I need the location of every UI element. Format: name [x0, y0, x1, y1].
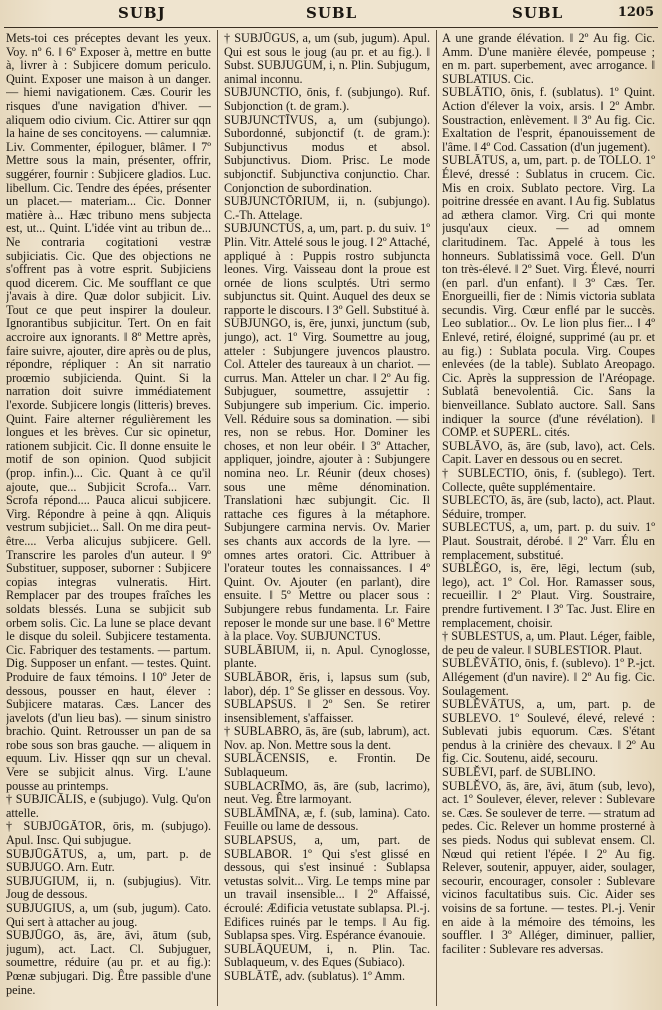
dictionary-entry: Mets-toi ces préceptes devant les yeux. Voy. nº 6. ‖ 6º Exposer à, mettre en butte à, livrer à : Subjicere domum periculo. Quint. Exposer une maison à un danger. — hiemi navigationem. Cæs. Courir les risques d'une navigation d'hiver. — aliquem odio civium. Cic. Attirer sur qqn la haine de ses concitoyens. — calumniæ. Liv. Commenter, épiloguer, blâmer. ‖ 7º Mettre sous la main, présenter, offrir, suggérer, fournir : Subjicere gladios. Luc. libellum. Cic. Tendre des épées, présenter un placet.— materiam... Cic. Donner matière à... Hæc tribuno mens subjecta est, ut... Quint. L'idée vint au tribun de... Ne contraria cogitationi vestræ subjiciatis. Cic. Que des objections ne s'offrent pas à votre esprit. Subjiciens quod dicerem. Cic. Me soufflant ce que j'avais à dire. Quæ dolor subjicit. Liv. Tout ce que peut inspirer la douleur. Ignorantibus subjicitur. Tert. On en fait accroire aux ignorants. ‖ 8º Mettre après, faire suivre, ajouter, dire après ou de plus, répondre, répliquer : An sit narratio proœmio subjicienda. Quint. Si la narration doit suivre immédiatement l'exorde. Subjicere longis (litteris) breves. Quint. Faire alterner régulièrement les longues et les brèves. Cur sic opinetur, rationem subjicit. Cic. Il donne ensuite le motif de son opinion. Quod subjicit (prop. infin.)... Cic. Quant à ce qu'il ajoute, que... Subjicit Scrofa... Varr. Scrofa répond.... Pauca alicui subjicere. Virg. Répondre à peine à qqn. Aliquis vestrum subjiciet... Sall. On me dira peut-être.... Verba alicujus subjicere. Gell. Transcrire les paroles d'un auteur. ‖ 9º Substituer, supposer, suborner : Subjicere copias integras vulneratis. Hirt. Remplacer par des troupes fraîches les soldats blessés. Luna se subjicit sub orbem solis. Cic. La lune se place devant le disque du soleil. Subjicere testamenta. Cic. Fabriquer des testaments. — partum. Dig. Supposer un enfant. — testes. Quint. Produire de faux témoins. ‖ 10º Jeter de dessous, pousser en haut, élever : Subjicere mataras. Cæs. Lancer des javelots (d'un lieu bas). — sinum sinistro brachio. Quint. Retrousser un pan de sa robe sous son bras gauche. — aliquem in equum. Liv. Hisser qqn sur un cheval. Vere se subjicit alnus. Virg. L'aune pousse au printemps.: [6, 32, 211, 793]
column-divider: [217, 30, 218, 1006]
dictionary-entry: SUBJUGIUS, a, um (sub, jugum). Cato. Qui sert à attacher au joug.: [6, 901, 211, 929]
column-middle: [224, 32, 430, 1008]
dictionary-entry: SUBLĔGO, is, ēre, lēgi, lectum (sub, lego), act. 1º Col. Hor. Ramasser sous, recueillir. ‖ 2º Plaut. Virg. Soustraire, prendre furtivement. ‖ 3º Tac. Just. Elire en remplacement, choisir.: [442, 561, 655, 630]
dictionary-entry: SUBLĀVO, ās, āre (sub, lavo), act. Cels. Capit. Laver en dessous ou en secret.: [442, 438, 655, 467]
header-rule: [4, 27, 658, 28]
dictionary-entry: SUBLĔVĀTUS, a, um, part. p. de SUBLEVO. 1º Soulevé, élevé, relevé : Sublevati jubis equorum. Cæs. S'étant pendus à la crinière des chevaux. ‖ 2º Au fig. Cic. Soutenu, aidé, secouru.: [442, 697, 655, 766]
dictionary-entry: SUBJUNCTIO, ōnis, f. (subjungo). Ruf. Subjonction (t. de gram.).: [224, 85, 430, 113]
guide-word-middle: SUBL: [306, 4, 358, 22]
page-number: 1205: [617, 5, 654, 20]
dictionary-entry: SUBLĔVO, ās, āre, āvi, ātum (sub, levo), act. 1º Soulever, élever, relever : Sublevare se. Cæs. Se soulever de terre. — stratum ad pedes. Cic. Relever un homme prosterné à ses pieds. Nodus qui sublevat ensem. Cl. Nœud qui retient l'épée. ‖ 2º Au fig. Relever, soutenir, appuyer, aider, soulager, secourir, encourager, consoler : Sublevare vicinos facultatibus suis. Cic. Aider ses voisins de sa fortune. — testes. Pl.-j. Venir en aide à la mémoire des témoins, les souffler. ‖ 3º Alléger, diminuer, pallier, faciliter : Sublevare res adversas.: [442, 778, 655, 956]
dictionary-entry: A une grande élévation. ‖ 2º Au fig. Cic. Amm. D'une manière élevée, pompeuse ; en m. part. superbement, avec arrogance. ‖ SUBLATIUS. Cic.: [442, 32, 655, 86]
column-right: [442, 32, 655, 1008]
dictionary-entry: SUBLĀMĪNA, æ, f. (sub, lamina). Cato. Feuille ou lame de dessous.: [224, 805, 430, 834]
running-header: [0, 4, 662, 26]
column-divider: [436, 30, 437, 1006]
dictionary-entry: SUBLĀQUEUM, i, n. Plin. Tac. Sublaqueum, v. des Eques (Subiaco).: [224, 941, 430, 970]
dictionary-entry: SUBJUNCTUS, a, um, part. p. du suiv. 1º Plin. Vitr. Attelé sous le joug. ‖ 2º Attaché, appliqué à : Puppis rostro subjuncta leones. Virg. Vaisseau dont la proue est ornée de lions sculptés. Utri sermo subjunctus sit. Quint. Auquel des deux se rapporte le discours. ‖ 3º Gell. Substitué à.: [224, 221, 430, 317]
dictionary-entry: SUBJŪGĀTUS, a, um, part. p. de SUBJUGO. Arn. Eutr.: [6, 846, 211, 875]
dictionary-entry: SUBLECTO, ās, āre (sub, lacto), act. Plaut. Séduire, tromper.: [442, 493, 655, 521]
dictionary-entry: † SUBLESTUS, a, um. Plaut. Léger, faible, de peu de valeur. ‖ SUBLESTIOR. Plaut.: [442, 629, 655, 657]
guide-word-right: SUBL: [512, 4, 564, 22]
dictionary-entry: SUBLĀTUS, a, um, part. p. de TOLLO. 1º Élevé, dressé : Sublatus in crucem. Cic. Mis en croix. Sublato pectore. Virg. La poitrine dressée en avant. ‖ Au fig. Sublatus ad æthera clamor. Virg. Cri qui monte jusqu'aux cieux. — ad omnem claritudinem. Tac. Appelé à tous les honneurs. Sublatissimâ voce. Gell. D'un ton très-élevé. ‖ 2º Suet. Virg. Élevé, nourri (en parl. d'un enfant). ‖ 3º Cæs. Ter. Enorgueilli, fier de : Nimis victoria sublata secundis. Virg. Cœur enflé par le succès. Leo sublatior... Ov. Le lion plus fier... ‖ 4º Enlevé, retiré, éloigné, supprimé (au pr. et au fig.) : Sublata pocula. Virg. Coupes enlevées (de la table). Sublato Areopago. Cic. Après la suppression de l'Aréopage. Sublatâ benevolentiâ. Cic. Sans la bienveillance. Sublato auctore. Sall. Sans indiquer la source (d'une révélation). ‖ COMP. et SUPERL. cités.: [442, 153, 655, 440]
dictionary-entry: SUBLĀBOR, ĕris, i, lapsus sum (sub, labor), dép. 1º Se glisser en dessous. Voy. SUBLAPSUS. ‖ 2º Sen. Se retirer insensiblement, s'affaisser.: [224, 669, 430, 725]
dictionary-entry: † SUBJŪGĀTOR, ōris, m. (subjugo). Apul. Insc. Qui subjugue.: [6, 819, 211, 848]
column-left: [6, 32, 211, 1008]
dictionary-entry: SUBJUNCTŌRIUM, ii, n. (subjungo). C.-Th. Attelage.: [224, 194, 430, 222]
dictionary-entry: SUBLACRĪMO, ās, āre (sub, lacrimo), neut. Veg. Être larmoyant.: [224, 778, 430, 807]
dictionary-entry: † SUBJICĀLIS, e (subjugo). Vulg. Qu'on attelle.: [6, 792, 211, 820]
dictionary-entry: SUBJUGIUM, ii, n. (subjugius). Vitr. Joug de dessous.: [6, 873, 211, 902]
dictionary-entry: SUBLĀBIUM, ii, n. Apul. Cynoglosse, plante.: [224, 642, 430, 671]
guide-word-left: SUBJ: [118, 4, 166, 22]
dictionary-entry: † SUBLECTIO, ōnis, f. (sublego). Tert. Collecte, quête supplémentaire.: [442, 466, 655, 494]
dictionary-entry: † SUBLABRO, ās, āre (sub, labrum), act. Nov. ap. Non. Mettre sous la dent.: [224, 724, 430, 752]
dictionary-entry: SUBJŪGO, ās, āre, āvi, ātum (sub, jugum), act. Lact. Cl. Subjuguer, soumettre, réduire (au pr. et au fig.): Pœnæ subjugari. Dig. Être passible d'une peine.: [6, 928, 211, 997]
dictionary-entry: SUBLĀCENSIS, e. Frontin. De Sublaqueum.: [224, 751, 430, 780]
dictionary-entry: SUBLĀTĒ, adv. (sublatus). 1º Amm.: [224, 968, 406, 983]
dictionary-entry: SUBLECTUS, a, um, part. p. du suiv. 1º Plaut. Soustrait, dérobé. ‖ 2º Varr. Élu en remplacement, substitué.: [442, 520, 655, 562]
dictionary-entry: † SUBJŪGUS, a, um (sub, jugum). Apul. Qui est sous le joug (au pr. et au fig.). ‖ Subst. SUBJUGUM, i, n. Plin. Subjugum, animal inconnu.: [224, 32, 430, 86]
dictionary-entry: SUBJUNGO, is, ēre, junxi, junctum (sub, jungo), act. 1º Virg. Soumettre au joug, atteler : Subjungere juvencos plaustro. Col. Atteler des taureaux à un chariot. — currus. Man. Atteler un char. ‖ 2º Au fig. Subjuguer, soumettre, assujettir : Subjungere sub imperium. Cic. imperio. Vell. Réduire sous sa domination. — sibi res, non se rebus. Hor. Dominer les choses, et non leur obéir. ‖ 3º Attacher, appliquer, joindre, ajouter à : Subjungere nomina neo. Lr. Réunir (deux choses) sous une même dénomination. Translationi hæc subjungit. Cic. Il rattache ces figures à la métaphore. Subjungere carmina nervis. Ov. Marier ses chants aux accords de la lyre. — omnes artes oratori. Cic. Attribuer à l'orateur toutes les connaissances. ‖ 4º Quint. Ov. Ajouter (en parlant), dire ensuite. ‖ 5º Mettre ou placer sous : Subjungere rebus fundamenta. Lr. Faire reposer le monde sur une base. ‖ 6º Mettre à la place. Voy. SUBJUNCTUS.: [224, 316, 430, 644]
dictionary-entry: SUBJUNCTĪVUS, a, um (subjungo). Subordonné, subjonctif (t. de gram.): Subjunctivus modus et absol. Subjunctivus. Diom. Prisc. Le mode subjonctif. Subjunctiva conjunctio. Char. Conjonction de subordination.: [224, 112, 430, 195]
dictionary-entry: SUBLĔVĀTIO, ōnis, f. (sublevo). 1º P.-jct. Allégement (d'un navire). ‖ 2º Au fig. Cic. Soulagement.: [442, 656, 655, 698]
dictionary-entry: SUBLAPSUS, a, um, part. de SUBLABOR. 1º Qui s'est glissé en dessous, qui s'est insinué : Sublapsa vetustas solvit... Virg. Le temps mine par un travail insensible... ‖ 2º Affaissé, écroulé: Ædificia vetustate sublapsa. Pl.-j. Edifices ruinés par le temps. ‖ Au fig. Sublapsa spes. Virg. Espérance évanouie.: [224, 833, 430, 943]
dictionary-entry: SUBLĀTIO, ōnis, f. (sublatus). 1º Quint. Action d'élever la voix, arsis. ‖ 2º Ambr. Soustraction, enlèvement. ‖ 3º Au fig. Cic. Exaltation de l'esprit, épanouissement de l'âme. ‖ 4º Cod. Cassation (d'un jugement).: [442, 85, 655, 154]
dictionary-entry: SUBLĔVI, parf. de SUBLINO.: [442, 765, 596, 780]
